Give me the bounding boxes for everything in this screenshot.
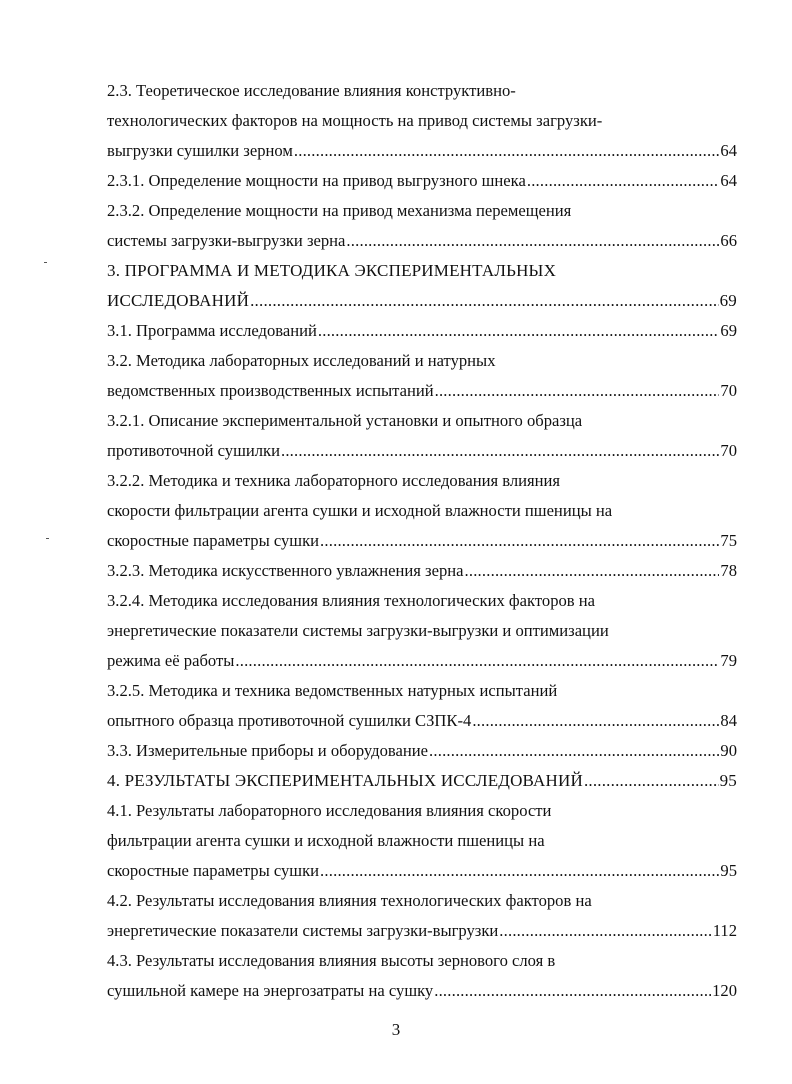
toc-line: 2.3.2. Определение мощности на привод механизма перемещения [107,201,572,220]
scan-speck [44,262,47,263]
leader-dots [250,286,718,316]
leader-dots [472,706,719,736]
toc-page-number: 70 [720,381,737,400]
toc-line: сушильной камере на энергозатраты на сушку ..... 120 [107,976,737,1006]
leader-dots [235,646,719,676]
toc-page-number: 95 [720,861,737,880]
toc-line: 3.2.2. Методика и техника лабораторного исследования влияния [107,471,561,490]
toc-line: 4.1. Результаты лабораторного исследования влияния скорости [107,801,552,820]
toc-page-number: 90 [720,741,737,760]
toc-line: режима её работы ..... 79 [107,646,737,676]
leader-dots [527,166,720,196]
toc-line: 2.3. Теоретическое исследование влияния конструктивно- [107,81,516,100]
toc-page-number: 78 [720,561,737,580]
toc-line: 3.2.4. Методика исследования влияния технологических факторов на [107,591,596,610]
leader-dots [346,226,719,256]
toc-page-number: 69 [720,321,737,340]
leader-dots [318,316,720,346]
leader-dots [294,136,720,166]
leader-dots [499,916,711,946]
toc-page-number: 79 [720,651,737,670]
toc-line: 3.2.1. Описание экспериментальной установки и опытного образца [107,411,583,430]
page-number: 3 [391,1020,401,1039]
toc-line: 4.2. Результаты исследования влияния технологических факторов на [107,891,592,910]
toc-line: противоточной сушилки ..... 70 [107,436,737,466]
toc-line: 3.1. Программа исследований ..... 69 [107,316,737,346]
toc-line: опытного образца противоточной сушилки СЗПК-4 ..... 84 [107,706,737,736]
leader-dots [320,526,719,556]
toc-line: 3.2.5. Методика и техника ведомственных натурных испытаний [107,681,558,700]
toc-line: скорости фильтрации агента сушки и исходной влажности пшеницы на [107,501,613,520]
toc-line: системы загрузки-выгрузки зерна ..... 66 [107,226,737,256]
toc-page-number: 69 [719,291,737,310]
toc-line: энергетические показатели системы загрузки-выгрузки и оптимизации [107,621,609,640]
toc-line: 3.2.3. Методика искусственного увлажнения зерна ..... 78 [107,556,737,586]
toc-line: фильтрации агента сушки и исходной влажности пшеницы на [107,831,545,850]
toc-chapter-line: ИССЛЕДОВАНИЙ ..... 69 [107,286,737,316]
toc-line: ведомственных производственных испытаний ..... 70 [107,376,737,406]
toc-page-number: 112 [712,921,737,940]
toc-page-number: 95 [719,771,737,790]
leader-dots [584,766,719,796]
toc-page-number: 64 [720,141,737,160]
toc-chapter-line: 4. РЕЗУЛЬТАТЫ ЭКСПЕРИМЕНТАЛЬНЫХ ИССЛЕДОВАНИЙ ..... 95 [107,766,737,796]
toc-line: 3.2. Методика лабораторных исследований и натурных [107,351,496,370]
leader-dots [435,376,720,406]
toc-line: 4.3. Результаты исследования влияния высоты зернового слоя в [107,951,556,970]
toc-line: скоростные параметры сушки ..... 75 [107,526,737,556]
toc-line: технологических факторов на мощность на привод системы загрузки- [107,111,603,130]
toc-page-number: 75 [720,531,737,550]
leader-dots [281,436,719,466]
toc-line: 2.3.1. Определение мощности на привод выгрузного шнека ..... 64 [107,166,737,196]
leader-dots [434,976,711,1006]
toc-line: выгрузки сушилки зерном ..... 64 [107,136,737,166]
toc-line: 3.3. Измерительные приборы и оборудование ..... 90 [107,736,737,766]
leader-dots [320,856,719,886]
toc-page-number: 70 [720,441,737,460]
toc-page-number: 120 [712,981,737,1000]
leader-dots [429,736,719,766]
toc-line: энергетические показатели системы загрузки-выгрузки ..... 112 [107,916,737,946]
toc-chapter-line: 3. ПРОГРАММА И МЕТОДИКА ЭКСПЕРИМЕНТАЛЬНЫХ [107,261,557,280]
leader-dots [465,556,720,586]
scan-speck [46,538,49,539]
toc-page-number: 64 [720,171,737,190]
toc-page-number: 84 [720,711,737,730]
toc-page-number: 66 [720,231,737,250]
toc-line: скоростные параметры сушки ..... 95 [107,856,737,886]
